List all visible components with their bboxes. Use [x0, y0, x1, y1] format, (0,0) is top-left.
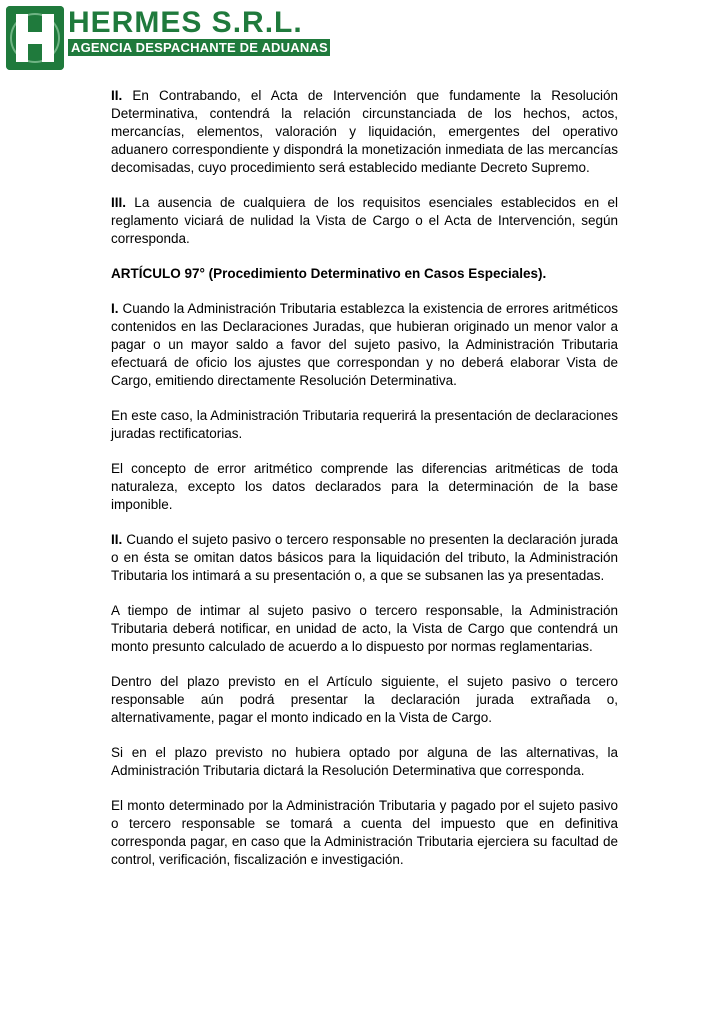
document-body: [111, 87, 618, 886]
paragraph: El concepto de error aritmético comprende las diferencias aritméticas de toda naturaleza, excepto los datos declarados para la determinación de la base imponible.: [111, 461, 618, 512]
letterhead: [6, 6, 326, 74]
paragraph: [111, 531, 618, 585]
paragraph-text: Cuando la Administración Tributaria establezca la existencia de errores aritméticos contenidos en las Declaraciones Juradas, que hubieran originado un menor valor a pagar o un mayor saldo a favor del sujeto pasivo, la Administración Tributaria efectuará de oficio los ajustes que correspondan y no deberá elaborar Vista de Cargo, emitiendo directamente Resolución Determinativa.: [111, 301, 618, 388]
paragraph: Si en el plazo previsto no hubiera optado por alguna de las alternativas, la Administración Tributaria dictará la Resolución Determinativa que corresponda.: [111, 745, 618, 778]
paragraph-label: I.: [111, 301, 119, 316]
paragraph-label: II.: [111, 532, 123, 547]
company-subtitle: AGENCIA DESPACHANTE DE ADUANAS: [68, 39, 330, 56]
paragraph: [111, 300, 618, 390]
paragraph: [111, 87, 618, 177]
paragraph-label: II.: [111, 88, 123, 103]
paragraph: El monto determinado por la Administración Tributaria y pagado por el sujeto pasivo o tercero responsable se tomará a cuenta del impuesto que en definitiva corresponda pagar, en caso que la Administración Tributaria ejerciera su facultad de control, verificación, fiscalización e investigación.: [111, 798, 618, 867]
hermes-h-logo-icon: [6, 6, 64, 70]
paragraph-text: En Contrabando, el Acta de Intervención que fundamente la Resolución Determinativa, contendrá la relación circunstanciada de los hechos, actos, mercancías, elementos, valoración y liquidación, emergentes del operativo aduanero correspondiente y dispondrá la monetización inmediata de las mercancías decomisadas, cuyo procedimiento será establecido mediante Decreto Supremo.: [111, 88, 618, 175]
paragraph: Dentro del plazo previsto en el Artículo siguiente, el sujeto pasivo o tercero responsable aún podrá presentar la declaración jurada extrañada o, alternativamente, pagar el monto indicado en la Vista de Cargo.: [111, 674, 618, 725]
paragraph-text: Cuando el sujeto pasivo o tercero responsable no presenten la declaración jurada o en ésta se omitan datos básicos para la liquidación del tributo, la Administración Tributaria los intimará a su presentación o, a que se subsanen las ya presentadas.: [111, 532, 618, 583]
paragraph-label: III.: [111, 195, 127, 210]
paragraph: [111, 194, 618, 248]
article-title: ARTÍCULO 97° (Procedimiento Determinativo en Casos Especiales).: [111, 266, 547, 281]
paragraph: A tiempo de intimar al sujeto pasivo o tercero responsable, la Administración Tributaria deberá notificar, en unidad de acto, la Vista de Cargo que contendrá un monto presunto calculado de acuerdo a lo dispuesto por normas reglamentarias.: [111, 603, 618, 654]
paragraph-text: La ausencia de cualquiera de los requisitos esenciales establecidos en el reglamento viciará de nulidad la Vista de Cargo o el Acta de Intervención, según corresponda.: [111, 195, 618, 246]
paragraph: En este caso, la Administración Tributaria requerirá la presentación de declaraciones juradas rectificatorias.: [111, 408, 618, 441]
company-name: HERMES S.R.L.: [68, 6, 303, 39]
